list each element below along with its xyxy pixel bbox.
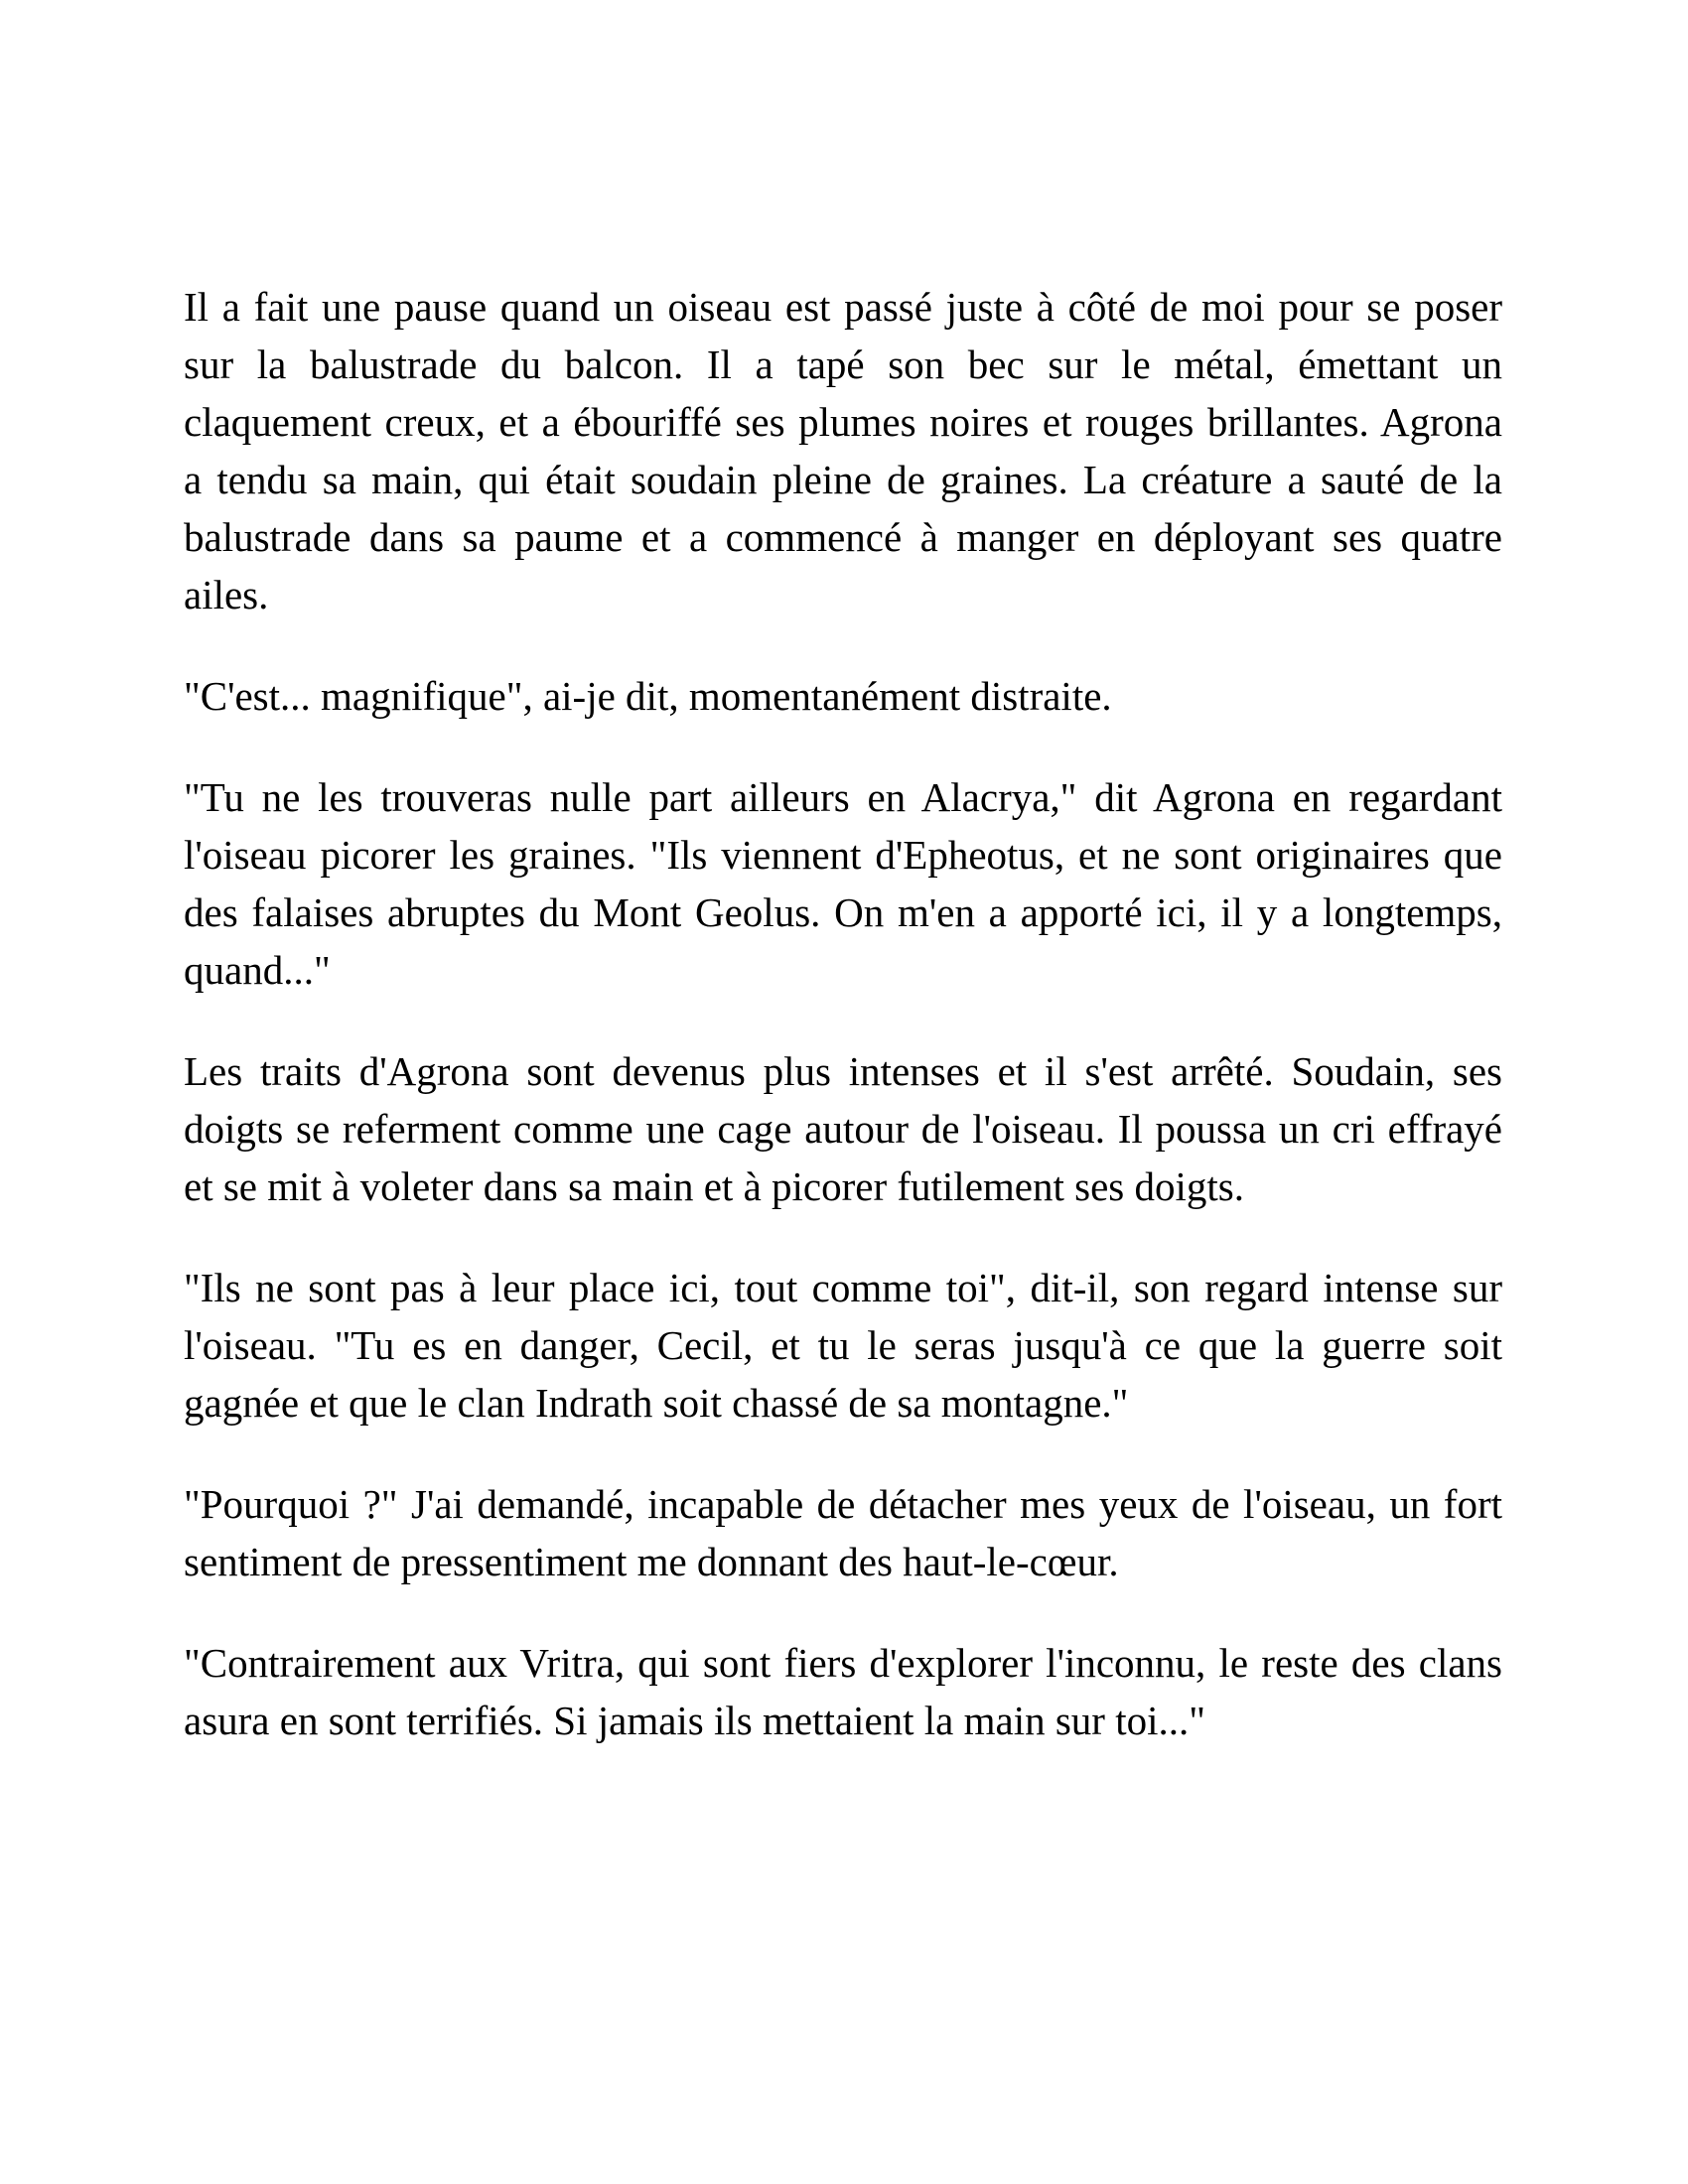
text-line: balustrade dans sa paume et a commencé à manger en déployant ses quatre — [184, 514, 1502, 560]
text-line: Les traits d'Agrona sont devenus plus intenses et il s'est arrêté. Soudain, ses — [184, 1048, 1502, 1094]
paragraph — [184, 667, 1502, 725]
text-line: sur la balustrade du balcon. Il a tapé son bec sur le métal, émettant un — [184, 341, 1502, 387]
text-line: Il a fait une pause quand un oiseau est passé juste à côté de moi pour se poser — [184, 284, 1502, 330]
paragraph — [184, 1259, 1502, 1432]
text-line: l'oiseau. "Tu es en danger, Cecil, et tu le seras jusqu'à ce que la guerre soit — [184, 1322, 1502, 1368]
text-line: et se mit à voleter dans sa main et à picorer futilement ses doigts. — [184, 1163, 1244, 1209]
text-line: des falaises abruptes du Mont Geolus. On m'en a apporté ici, il y a longtemps, — [184, 889, 1502, 935]
paragraph — [184, 1475, 1502, 1590]
text-line: claquement creux, et a ébouriffé ses plumes noires et rouges brillantes. Agrona — [184, 399, 1502, 445]
text-line: asura en sont terrifiés. Si jamais ils mettaient la main sur toi..." — [184, 1698, 1205, 1743]
paragraph — [184, 768, 1502, 999]
paragraph — [184, 278, 1502, 623]
text-line: "Pourquoi ?" J'ai demandé, incapable de détacher mes yeux de l'oiseau, un fort — [184, 1481, 1502, 1527]
text-line: "Tu ne les trouveras nulle part ailleurs en Alacrya," dit Agrona en regardant — [184, 774, 1502, 820]
text-line: gagnée et que le clan Indrath soit chassé de sa montagne." — [184, 1380, 1129, 1426]
text-line: ailes. — [184, 572, 269, 617]
text-line: sentiment de pressentiment me donnant des haut-le-cœur. — [184, 1539, 1119, 1584]
paragraph — [184, 1042, 1502, 1215]
text-line: "C'est... magnifique", ai-je dit, momentanément distraite. — [184, 673, 1112, 719]
text-line: quand..." — [184, 947, 331, 993]
paragraph — [184, 1634, 1502, 1749]
text-line: "Contrairement aux Vritra, qui sont fiers d'explorer l'inconnu, le reste des clans — [184, 1640, 1502, 1686]
text-line: a tendu sa main, qui était soudain pleine de graines. La créature a sauté de la — [184, 457, 1502, 502]
text-line: l'oiseau picorer les graines. "Ils viennent d'Epheotus, et ne sont originaires que — [184, 832, 1502, 878]
text-line: doigts se referment comme une cage autour de l'oiseau. Il poussa un cri effrayé — [184, 1106, 1502, 1152]
text-line: "Ils ne sont pas à leur place ici, tout comme toi", dit-il, son regard intense sur — [184, 1265, 1502, 1310]
